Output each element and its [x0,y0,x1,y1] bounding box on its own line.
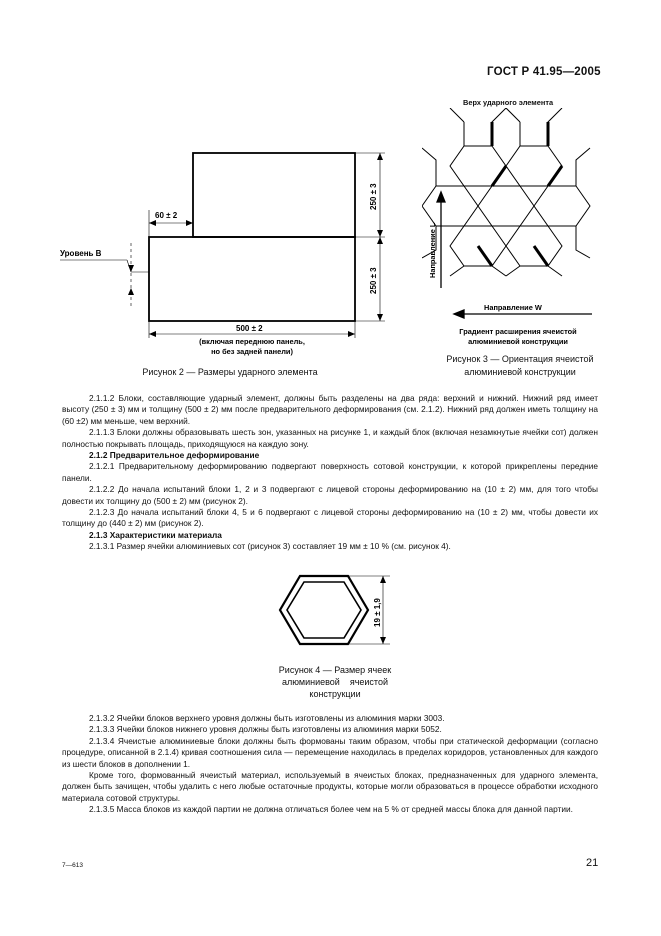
level-b-label: Уровень B [60,249,102,258]
cell-dimension-label: 19 ± 1,9 [373,598,382,627]
honeycomb-cell [534,186,590,226]
print-code: 7—613 [62,862,83,869]
paragraph: 2.1.3.4 Ячеистые алюминиевые блоки должны быть формованы таким образом, чтобы при статической деформации (согласно процедуре, описанной в 2.1.4) кривая соотношения сила — перемещение находилась в пределах коридоров, установленных для каждого из шести блоков в дополнении 1. [62,735,598,769]
paragraph: 2.1.3.5 Масса блоков из каждой партии не должна отличаться более чем на 5 % от средней массы блока для данной партии. [89,804,573,815]
dim-500-note-2: но без задней панели) [211,347,293,356]
page-number: 21 [586,857,599,869]
dim-250-bottom: 250 ± 3 [369,267,378,294]
paragraph: 2.1.3.1 Размер ячейки алюминиевых сот (рисунок 3) составляет 19 мм ± 10 % (см. рисунок 4). [89,541,451,552]
paragraph: 2.1.2.2 До начала испытаний блоки 1, 2 и 3 подвергают с лицевой стороны деформированию на (10 ± 2) мм, для того чтобы довести их толщину до (500 ± 2) мм (рисунок 2). [62,484,598,506]
figure-4-caption-2: алюминиевой ячеистой [282,677,388,687]
figure-2-caption: Рисунок 2 — Размеры ударного элемента [142,367,318,377]
gradient-label-2: алюминиевой конструкции [468,337,568,346]
figure-2-impact-element-dimensions [55,148,400,363]
section-heading: 2.1.3 Характеристики материала [89,529,222,540]
figure-3-caption-2: алюминиевой конструкции [464,367,576,377]
paragraph: 2.1.3.2 Ячейки блоков верхнего уровня должны быть изготовлены из алюминия марки 3003. [89,713,445,723]
gradient-label-1: Градиент расширения ячеистой [459,327,577,336]
hexagon-outer [280,576,368,644]
section-heading: 2.1.2 Предварительное деформирование [89,450,260,461]
figure-4-caption-1: Рисунок 4 — Размер ячеек [278,665,392,675]
dim-500-note-1: (включая переднюю панель, [199,337,305,346]
figure-4-cell-size [270,572,400,652]
dim-250-top: 250 ± 3 [369,183,378,210]
text-block-a [62,393,598,553]
text-block-b [62,713,598,816]
paragraph: 2.1.3.3 Ячейки блоков нижнего уровня должны быть изготовлены из алюминия марки 5052. [89,724,442,735]
document-number: ГОСТ Р 41.95—2005 [487,66,601,78]
paragraph: 2.1.1.3 Блоки должны образовывать шесть зон, указанных на рисунке 1, и каждый блок (включая незамкнутые ячейки сот) должен полностью покрывать площадь, приходящуюся на каждую зону. [62,427,598,449]
figure-3-honeycomb-orientation [422,108,607,348]
lower-block [149,237,355,321]
figure-3-top-label: Верх ударного элемента [463,98,554,107]
direction-w-label: Направление W [484,303,542,312]
dim-60: 60 ± 2 [155,211,178,220]
paragraph: 2.1.1.2 Блоки, составляющие ударный элемент, должны быть разделены на два ряда: верхний и нижний. Нижний ряд имеет высоту (250 ± 3) мм и толщину (500 ± 2) мм после предварительного деформирования (см. 2.1.2). Нижний ряд должен иметь толщину на (60 ±2) мм меньше, чем верхний. [62,393,598,426]
upper-block [193,153,355,237]
hexagon-inner [287,582,361,638]
honeycomb-cell [478,186,534,226]
dim-500: 500 ± 2 [236,324,263,333]
figure-3-caption-1: Рисунок 3 — Ориентация ячеистой [446,354,594,364]
paragraph: 2.1.2.1 Предварительному деформированию подвергают поверхность сотовой конструкции, к которой прикреплены передние панели. [62,461,598,483]
figure-4-caption-3: конструкции [309,689,361,699]
paragraph: Кроме того, формованный ячеистый материал, используемый в ячеистых блоках, предназначенных для ударного элемента, должен быть зачищен, чтобы удалить с него любые остаточные продукты, которые могли образоваться в процессе обработки исходного материала сотовой структуры. [62,770,598,803]
honeycomb-cell [422,186,478,226]
direction-l-label: Направление L [428,222,437,278]
paragraph: 2.1.2.3 До начала испытаний блоки 4, 5 и 6 подвергают с лицевой стороны деформированию на (10 ± 2) мм, чтобы довести их толщину до (440 ± 2) мм (рисунок 2). [62,507,598,529]
